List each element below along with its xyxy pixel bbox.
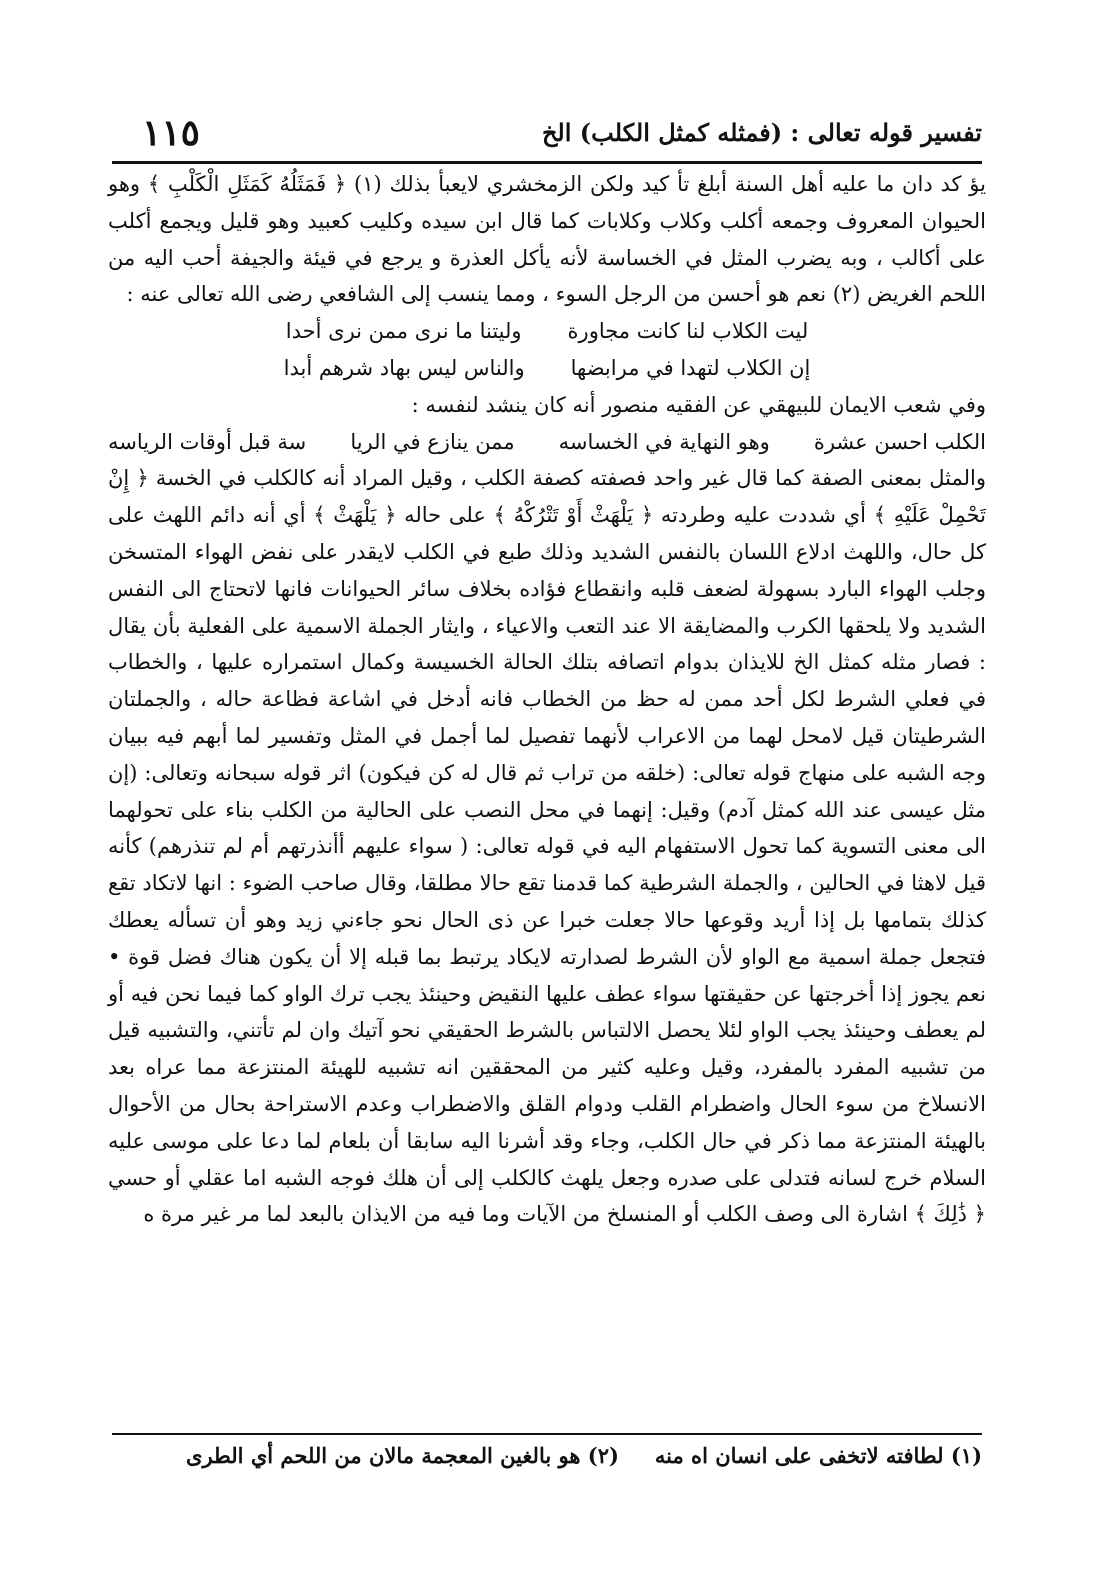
verse-line-1 (108, 313, 986, 350)
verse-3-part-a: الكلب احسن عشرة (813, 429, 986, 454)
verse-3-part-c: ممن ينازع في الريا (350, 429, 515, 454)
verse-3-part-b: وهو النهاية في الخساسه (558, 429, 770, 454)
verse-1-first-hemistich: ليت الكلاب لنا كانت مجاورة (567, 319, 809, 344)
running-title: تفسير قوله تعالى : (فمثله كمثل الكلب) الخ (541, 118, 982, 147)
verse-2-second-hemistich: والناس ليس بهاد شرهم أبدا (283, 355, 525, 380)
paragraph-1: يؤ كد دان ما عليه أهل السنة أبلغ تأ كيد ولكن الزمخشري لايعبأ بذلك (١) ﴿ فَمَثَلُهُ كَمَثَلِ الْكَلْبِ ﴾ وهو الحيوان المعروف وجمعه أكلب وكلاب وكلابات كما قال ابن سيده وكليب كعبيد وهو قليل ويجمع أكلب على أكالب ، وبه يضرب المثل في الخساسة لأنه يأكل العذرة و يرجع في قيئة والجيفة أحب اليه من اللحم الغريض (٢) نعم هو أحسن من الرجل السوء ، ومما ينسب إلى الشافعي رضى الله تعالى عنه : (108, 172, 986, 307)
verse-1-second-hemistich: وليتنا ما نرى ممن نرى أحدا (285, 319, 522, 344)
paragraph-2: وفي شعب الايمان للبيهقي عن الفقيه منصور أنه كان ينشد لنفسه : (411, 392, 986, 417)
header-rule (112, 161, 982, 164)
paragraph-3: والمثل بمعنى الصفة كما قال غير واحد فصفته كصفة الكلب ، وقيل المراد أنه كالكلب في الخسة ﴿ إِنْ تَحْمِلْ عَلَيْهِ ﴾ أي شددت عليه وطردته ﴿ يَلْهَثْ أَوْ تَتْرُكْهُ ﴾ على حاله ﴿ يَلْهَثْ ﴾ أي أنه دائم اللهث على كل حال، واللهث ادلاع اللسان بالنفس الشديد وذلك طبع في الكلب لايقدر على نفض الهواء المتسخن وجلب الهواء البارد بسهولة لضعف قلبه وانقطاع فؤاده بخلاف سائر الحيوانات فانها لاتحتاج الى النفس الشديد ولا يلحقها الكرب والمضايقة الا عند التعب والاعياء ، وايثار الجملة الاسمية على الفعلية بأن يقال : فصار مثله كمثل الخ للايذان بدوام اتصافه بتلك الحالة الخسيسة وكمال استمراره عليها ، والخطاب في فعلي الشرط لكل أحد ممن له حظ من الخطاب فانه أدخل في اشاعة فظاعة حاله ، والجملتان الشرطيتان قيل لامحل لهما من الاعراب لأنهما تفصيل لما أجمل في المثل وتفسير لما أبهم فيه ببيان وجه الشبه على منهاج قوله تعالى: (خلقه من تراب ثم قال له كن فيكون) اثر قوله سبحانه وتعالى: (إن مثل عيسى عند الله كمثل آدم) وقيل: إنهما في محل النصب على الحالية من الكلب بناء على تحولهما الى معنى التسوية كما تحول الاستفهام اليه في قوله تعالى: ( سواء عليهم أأنذرتهم أم لم تنذرهم) كأنه قيل لاهثا في الحالين ، والجملة الشرطية كما قدمنا تقع حالا مطلقا، وقال صاحب الضوء : انها لاتكاد تقع كذلك بتمامها بل إذا أريد وقوعها حالا جعلت خبرا عن ذى الحال نحو جاءني زيد وهو أن تسأله يعطك فتجعل جملة اسمية مع الواو لأن الشرط لصدارته لايكاد يرتبط بما قبله إلا أن يكون هناك فضل قوة • نعم يجوز إذا أخرجتها عن حقيقتها سواء عطف عليها النقيض وحينئذ يجب ترك الواو كما فيما نحن فيه أو لم يعطف وحينئذ يجب الواو لئلا يحصل الالتباس بالشرط الحقيقي نحو آتيك وان لم تأتني، والتشبيه قيل من تشبيه المفرد بالمفرد، وقيل وعليه كثير من المحققين انه تشبيه للهيئة المنتزعة مما عراه بعد الانسلاخ من سوء الحال واضطرام القلب ودوام القلق والاضطراب وعدم الاستراحة بحال من الأحوال بالهيئة المنتزعة مما ذكر في حال الكلب، وجاء وقد أشرنا اليه سابقا أن بلعام لما دعا على موسى عليه السلام خرج لسانه فتدلى على صدره وجعل يلهث كالكلب إلى أن هلك فوجه الشبه اما عقلي أو حسي ﴿ ذَٰلِكَ ﴾ اشارة الى وصف الكلب أو المنسلخ من الآيات وما فيه من الايذان بالبعد لما مر غير مرة ه (108, 466, 987, 1227)
footnote-1: (١) لطافته لاتخفى على انسان اه منه (654, 1443, 982, 1468)
verse-3-part-d: سة قبل أوقات الرياسه (108, 429, 307, 454)
verse-line-3 (108, 424, 986, 461)
verse-2-first-hemistich: إن الكلاب لتهدا في مرابضها (570, 355, 811, 380)
footnotes (112, 1443, 982, 1468)
page-number: ١١٥ (142, 112, 201, 154)
footnote-2: (٢) هو بالغين المعجمة مالان من اللحم أي الطرى (186, 1443, 619, 1468)
footnote-rule (112, 1433, 982, 1435)
body-text (108, 166, 986, 1233)
page-header (112, 112, 982, 160)
verse-line-2 (108, 350, 986, 387)
